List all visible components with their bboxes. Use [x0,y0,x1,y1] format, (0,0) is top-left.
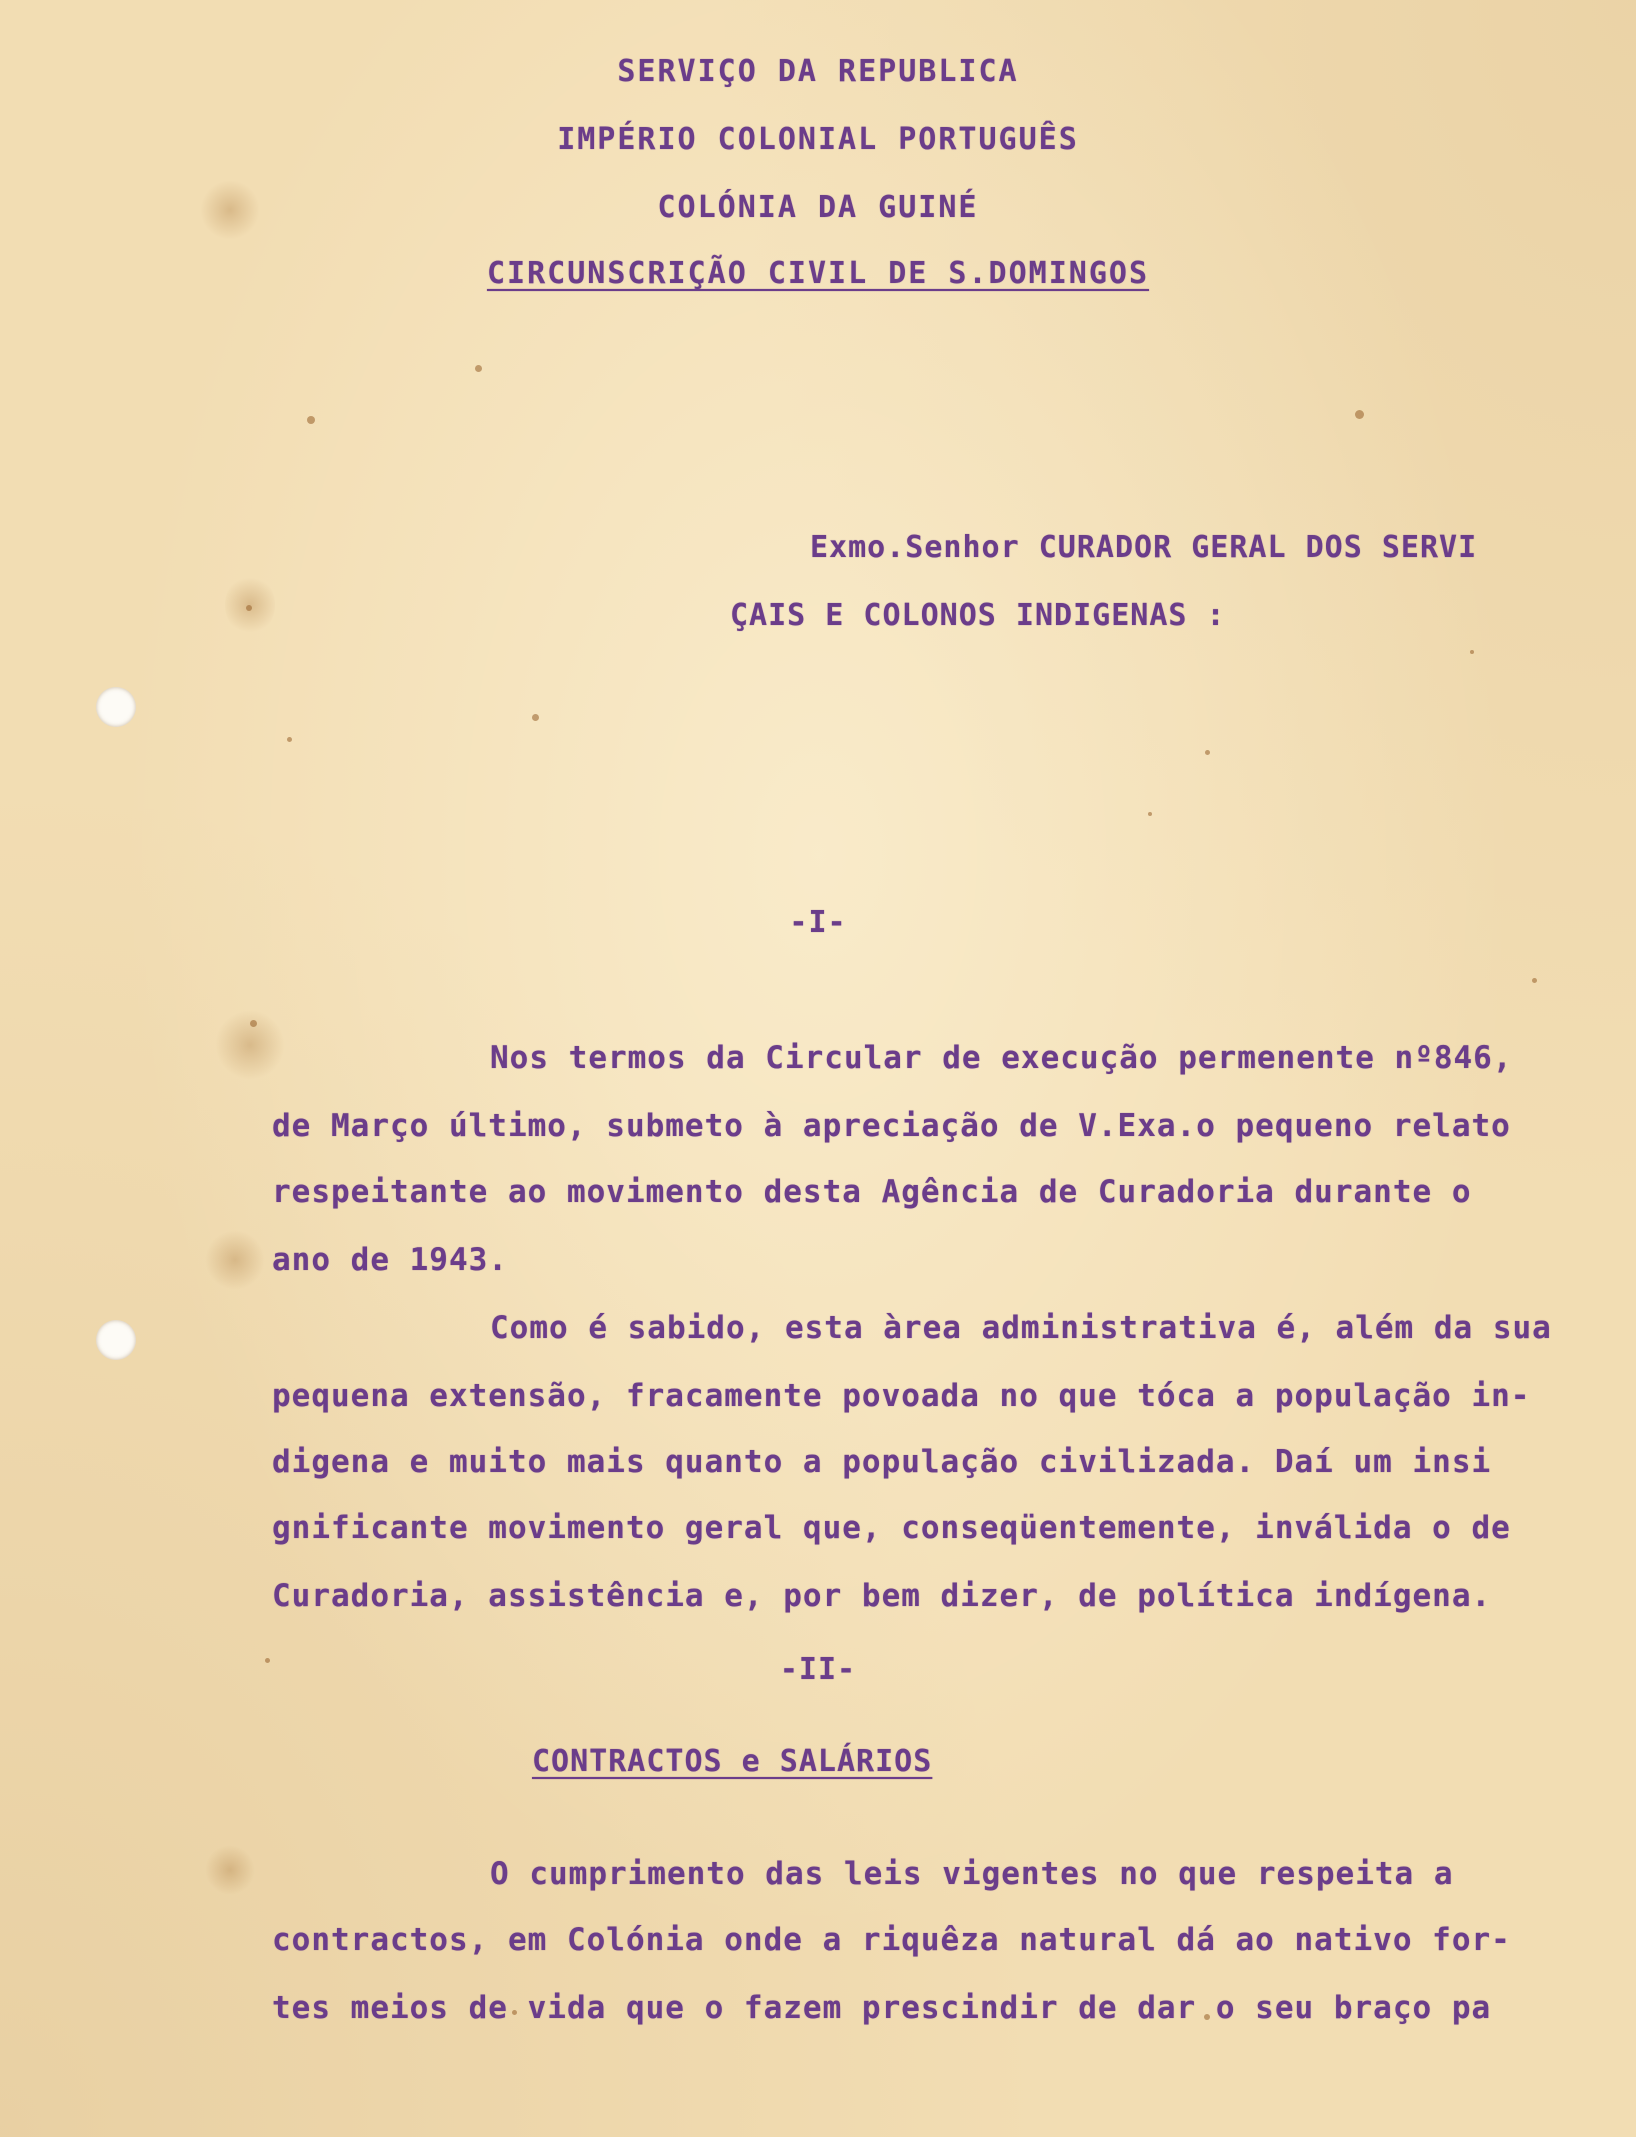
section-numeral-2: -II- [779,1652,857,1687]
paragraph-line: ano de 1943. [272,1242,508,1278]
punch-hole [96,687,136,727]
paragraph-line: gnificante movimento geral que, conseqüentemente, inválida o de [272,1510,1511,1546]
paper-spot [1205,750,1210,755]
paragraph-line: Nos termos da Circular de execução permenente nº846, [490,1040,1513,1076]
paragraph-line: Curadoria, assistência e, por bem dizer, de política indígena. [272,1578,1492,1614]
paper-spot [475,365,482,372]
paper-spot [287,737,292,742]
header-line-republic: SERVIÇO DA REPUBLICA [617,54,1019,89]
paper-spot [246,605,252,611]
paragraph-line: Como é sabido, esta àrea administrativa é, além da sua [490,1310,1552,1346]
paragraph-line: O cumprimento das leis vigentes no que respeita a [490,1856,1454,1892]
paper-stain [205,1845,255,1895]
paragraph-line: digena e muito mais quanto a população civilizada. Daí um insi [272,1444,1492,1480]
paper-spot [1148,812,1152,816]
paragraph-line: de Março último, submeto à apreciação de V.Exa.o pequeno relato [272,1108,1511,1144]
header-line-colony: COLÓNIA DA GUINÉ [657,190,979,225]
header-line-circumscription: CIRCUNSCRIÇÃO CIVIL DE S.DOMINGOS [486,256,1150,291]
paper-spot [307,416,315,424]
paper-spot [1532,978,1537,983]
paragraph-line: pequena extensão, fracamente povoada no que tóca a população in- [272,1378,1531,1414]
punch-hole [96,1320,136,1360]
section-numeral-1: -I- [789,905,847,940]
section-heading-contracts: CONTRACTOS e SALÁRIOS [532,1744,933,1779]
paper-spot [532,714,539,721]
paper-spot [250,1020,257,1027]
paper-stain [205,1230,265,1290]
paper-spot [1355,410,1364,419]
paragraph-line: respeitante ao movimento desta Agência de Curadoria durante o [272,1174,1472,1210]
addressee-line-1: Exmo.Senhor CURADOR GERAL DOS SERVI [810,530,1478,565]
paper-spot [1470,650,1474,654]
header-line-empire: IMPÉRIO COLONIAL PORTUGUÊS [557,122,1079,157]
paragraph-line: contractos, em Colónia onde a riquêza natural dá ao nativo for- [272,1922,1511,1958]
paragraph-line: tes meios de vida que o fazem prescindir de dar o seu braço pa [272,1990,1492,2026]
addressee-line-2: ÇAIS E COLONOS INDIGENAS : [730,598,1226,633]
